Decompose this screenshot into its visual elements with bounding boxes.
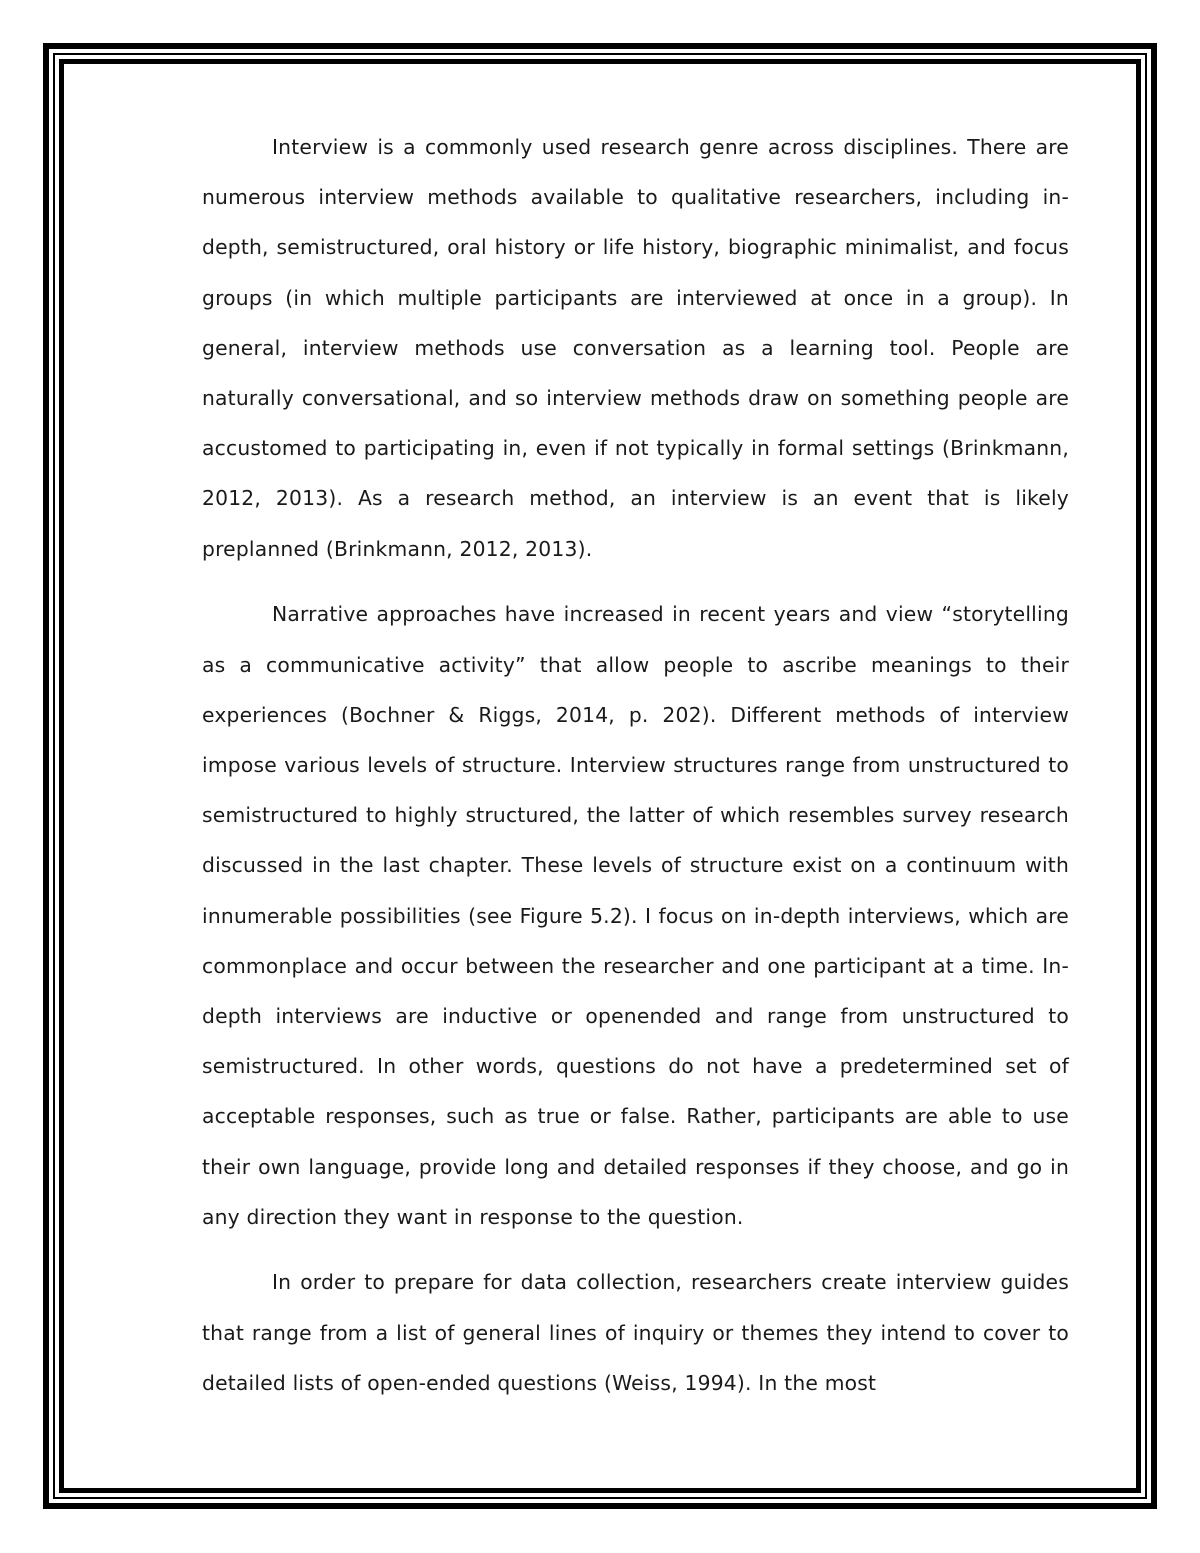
paragraph-interview-guides: In order to prepare for data collection, researchers create interview guides that range from a list of general lines of inquiry or themes they intend to cover to detailed lists of open-ended questions (Weiss, 1994). In the most [202,1270,1069,1395]
paragraph-interview-genre: Interview is a commonly used research genre across disciplines. There are numerous interview methods available to qualitative researchers, including in-depth, semistructured, oral history or life history, biographic minimalist, and focus groups (in which multiple participants are interviewed at once in a group). In general, interview methods use conversation as a learning tool. People are naturally conversational, and so interview methods draw on something people are accustomed to participating in, even if not typically in formal settings (Brinkmann, 2012, 2013). As a research method, an interview is an event that is likely preplanned (Brinkmann, 2012, 2013). [202,135,1069,561]
document-body [202,122,1069,1424]
paragraph-narrative-approaches: Narrative approaches have increased in recent years and view “storytelling as a communicative activity” that allow people to ascribe meanings to their experiences (Bochner & Riggs, 2014, p. 202). Different methods of interview impose various levels of structure. Interview structures range from unstructured to semistructured to highly structured, the latter of which resembles survey research discussed in the last chapter. These levels of structure exist on a continuum with innumerable possibilities (see Figure 5.2). I focus on in-depth interviews, which are commonplace and occur between the researcher and one participant at a time. In-depth interviews are inductive or openended and range from unstructured to semistructured. In other words, questions do not have a predetermined set of acceptable responses, such as true or false. Rather, participants are able to use their own language, provide long and detailed responses if they choose, and go in any direction they want in response to the question. [202,602,1069,1229]
